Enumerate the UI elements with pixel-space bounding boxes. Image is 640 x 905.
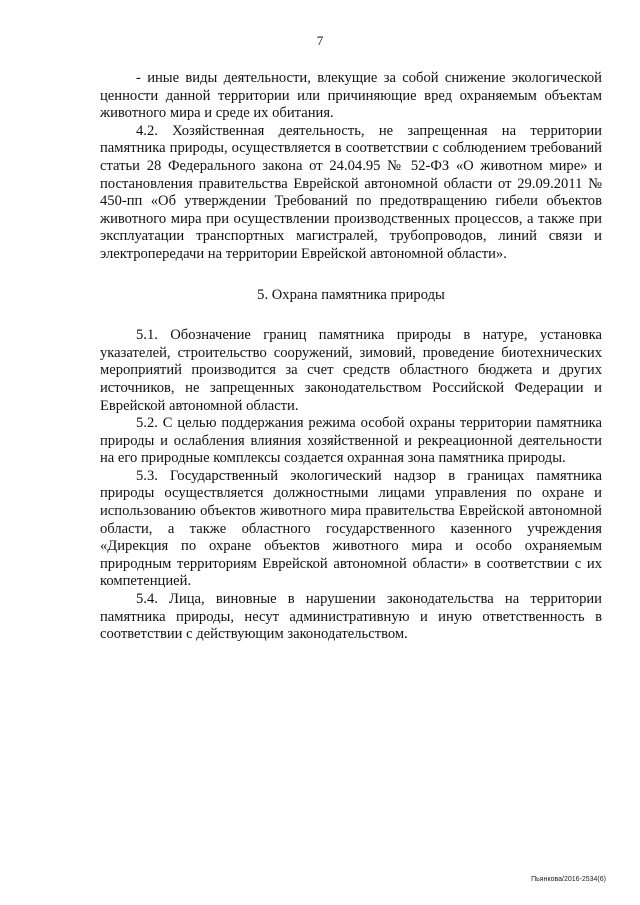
paragraph-5-4: 5.4. Лица, виновные в нарушении законодательства на территории памятника природы, несут административную и иную ответственность в соответствии с действующим законодательством. [100, 591, 602, 643]
footer-document-code: Пьянкова/2016-2534(6) [531, 876, 606, 883]
section-title: 5. Охрана памятника природы [257, 286, 445, 303]
paragraph-5-1: 5.1. Обозначение границ памятника природы в натуре, установка указателей, строительство сооружений, зимовий, проведение биотехнических мероприятий производится за счет средств областного бюджета и других источников, не запрещенных законодательством Российской Федерации и Еврейской автономной области. [100, 327, 602, 414]
document-body [100, 70, 602, 644]
paragraph-5-3: 5.3. Государственный экологический надзор в границах памятника природы осуществляется должностными лицами управления по охране и использованию объектов животного мира правительства Еврейской автономной области, а также областного государственного казенного учреждения «Дирекция по охране объектов животного мира и особо охраняемым природным территориям Еврейской автономной области» в соответствии с их компетенцией. [100, 467, 602, 590]
paragraph-4-2: 4.2. Хозяйственная деятельность, не запрещенная на территории памятника природы, осуществляется в соответствии с соблюдением требований статьи 28 Федерального закона от 24.04.95 № 52-ФЗ «О животном мире» и постановления правительства Еврейской автономной области от 29.09.2011 № 450-пп «Об утверждении Требований по предотвращению гибели объектов животного мира при осуществлении производственных процессов, а также при эксплуатации транспортных магистралей, трубопроводов, линий связи и электропередачи на территории Еврейской автономной области». [100, 122, 602, 262]
paragraph-5-2: 5.2. С целью поддержания режима особой охраны территории памятника природы и ослабления влияния хозяйственной и рекреационной деятельности на его природные комплексы создается охранная зона памятника природы. [100, 415, 602, 467]
paragraph-other-activities: - иные виды деятельности, влекущие за собой снижение экологической ценности данной территории или причиняющие вред охраняемым объектам животного мира и среде их обитания. [100, 70, 602, 122]
page-number: 7 [316, 33, 324, 48]
